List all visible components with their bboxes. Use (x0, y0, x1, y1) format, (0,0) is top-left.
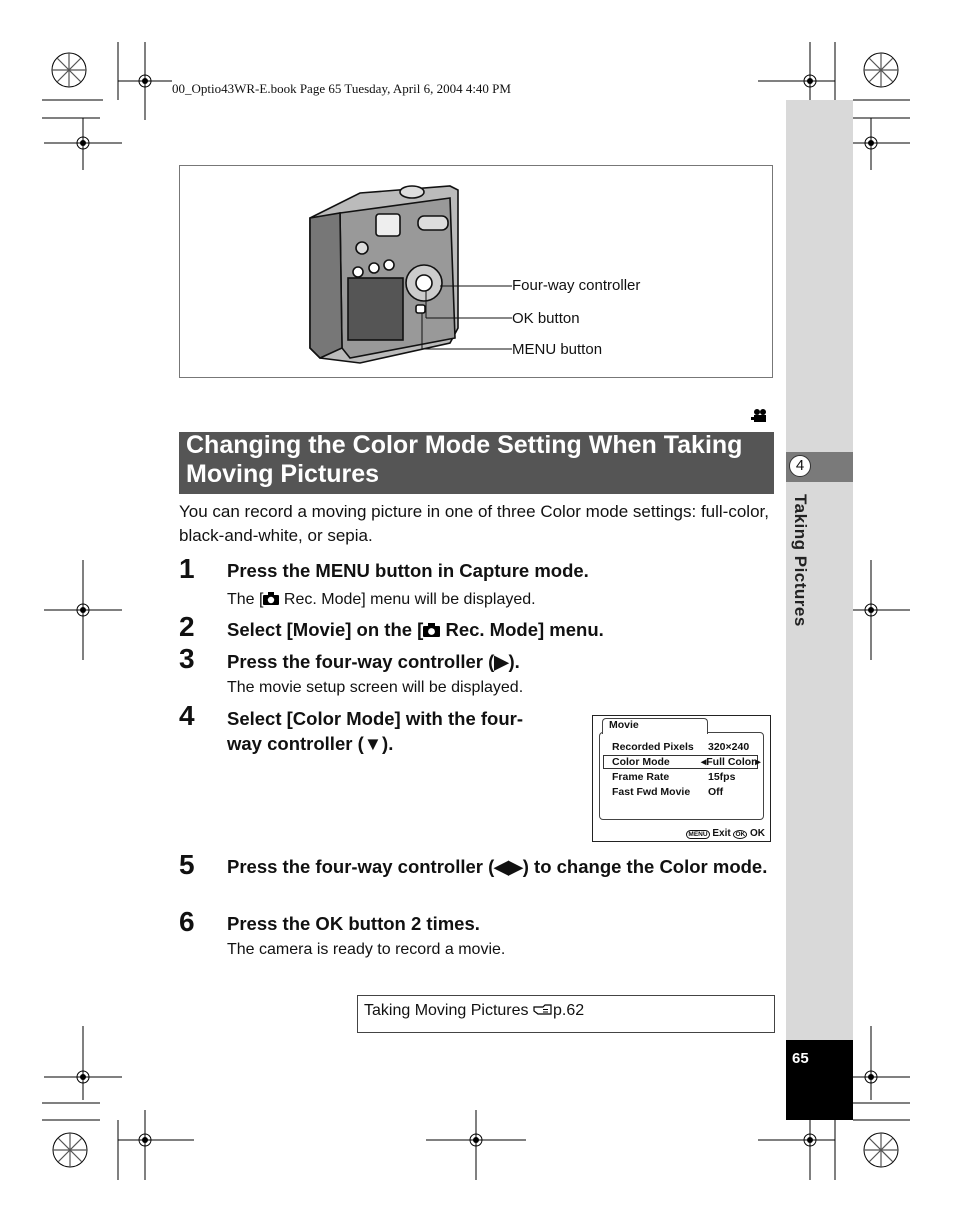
step-number-4: 4 (179, 700, 195, 731)
movie-camera-icon (751, 408, 769, 424)
step-2-text-after: Rec. Mode] menu. (440, 619, 604, 640)
step-number-5: 5 (179, 849, 195, 880)
screen-row-value: Off (708, 786, 724, 798)
callout-menu-button: MENU button (512, 341, 603, 358)
step-3-text: Press the four-way controller (▶). (227, 651, 520, 672)
step-1-desc-after: Rec. Mode] menu will be displayed. (279, 591, 536, 608)
screen-row-label: Recorded Pixels (612, 741, 694, 753)
pointing-hand-icon (533, 1004, 553, 1015)
step-1-desc-before: The [ (227, 591, 264, 608)
step-1-desc (227, 590, 536, 610)
reference-text: Taking Moving Pictures (364, 1002, 529, 1019)
section-title: Changing the Color Mode Setting When Taking Moving Pictures (186, 431, 743, 488)
camera-icon (423, 623, 440, 637)
screen-row-value: ◂Full Color▸ (701, 756, 761, 768)
callout-ok-button: OK button (512, 310, 580, 327)
screen-footer (686, 828, 765, 839)
screen-tab-movie: Movie (602, 718, 708, 734)
intro-paragraph: You can record a moving picture in one of three Color mode settings: full-color, black-and-white, or sepia. (179, 502, 769, 545)
chapter-title: Taking Pictures (791, 494, 810, 627)
movie-setup-screen (592, 715, 771, 842)
reference-page: p.62 (552, 1002, 585, 1019)
reference-link[interactable] (364, 1002, 584, 1020)
step-6-desc: The camera is ready to record a movie. (227, 941, 506, 958)
step-6-text: Press the OK button 2 times. (227, 913, 480, 934)
menu-key-icon: MENU (688, 831, 708, 838)
chapter-number: 4 (789, 455, 811, 477)
screen-panel (599, 732, 764, 820)
screen-row-label: Frame Rate (612, 771, 670, 783)
step-3-desc: The movie setup screen will be displayed. (227, 679, 524, 696)
step-1-text: Press the MENU button in Capture mode. (227, 560, 589, 581)
camera-illustration (300, 178, 660, 373)
screen-ok-label: OK (750, 828, 765, 839)
step-2-text-before: Select [Movie] on the [ (227, 619, 424, 640)
step-number-3: 3 (179, 643, 195, 674)
camera-icon (263, 592, 279, 605)
step-number-2: 2 (179, 611, 195, 642)
step-number-1: 1 (179, 553, 195, 584)
screen-row-value: 15fps (708, 771, 736, 783)
screen-row-label: Fast Fwd Movie (612, 786, 691, 798)
screen-row-label: Color Mode (612, 756, 670, 768)
step-4-text-line2: way controller (▼). (227, 733, 394, 754)
page-number: 65 (792, 1050, 809, 1067)
file-header: 00_Optio43WR-E.book Page 65 Tuesday, April 6, 2004 4:40 PM (172, 81, 511, 96)
step-5-text: Press the four-way controller (◀▶) to change the Color mode. (227, 856, 768, 877)
screen-row-value: 320×240 (708, 741, 750, 753)
ok-key-icon: OK (735, 831, 746, 838)
step-number-6: 6 (179, 906, 195, 937)
step-2-text (227, 617, 604, 642)
screen-exit-label: Exit (712, 828, 731, 839)
callout-four-way-controller: Four-way controller (512, 277, 641, 294)
step-4-text-line1: Select [Color Mode] with the four- (227, 708, 523, 729)
